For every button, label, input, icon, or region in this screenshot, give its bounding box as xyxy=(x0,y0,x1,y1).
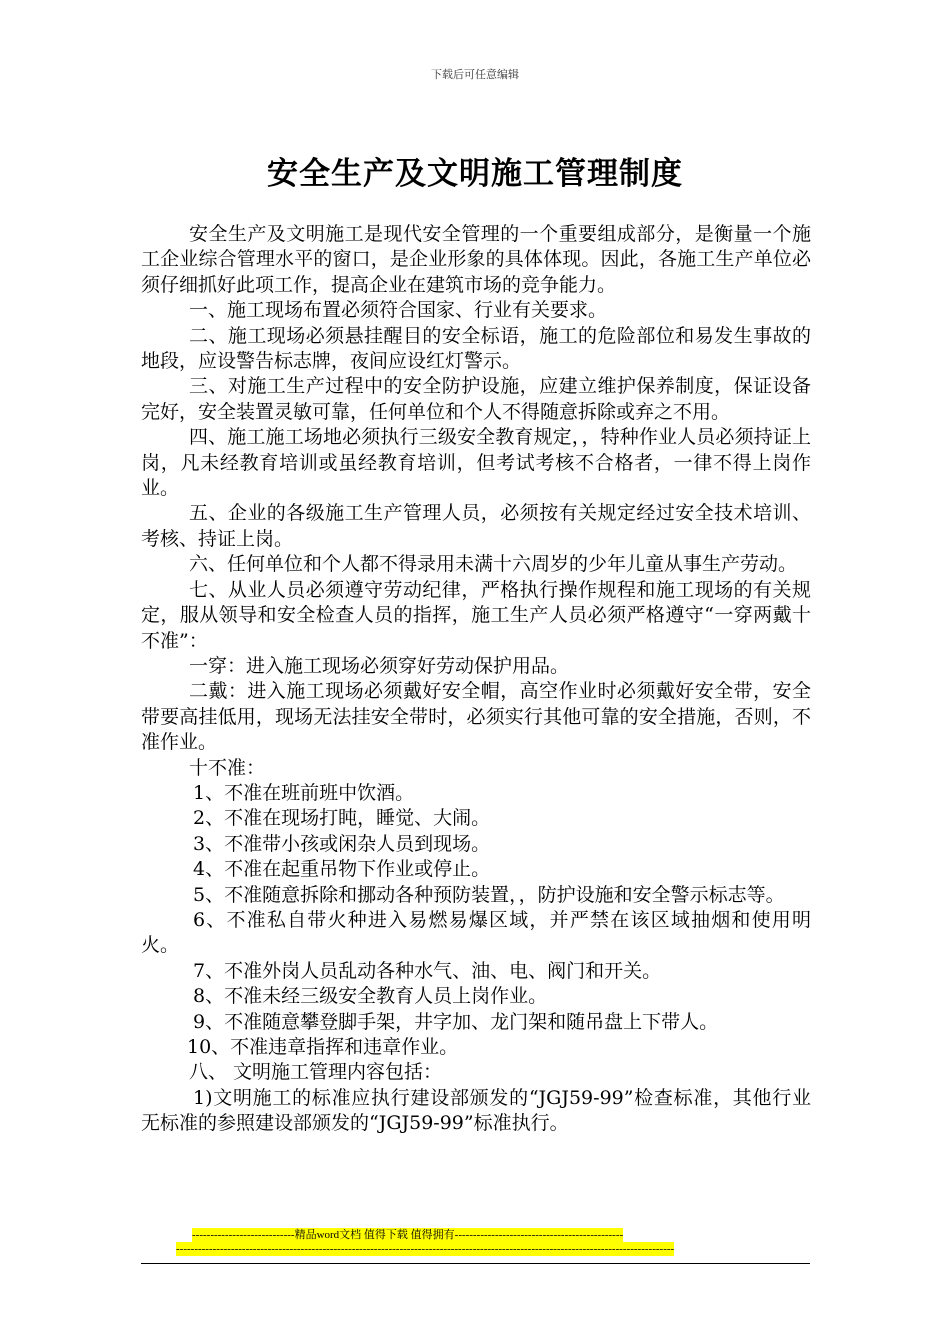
list-item: 6、不准私自带火种进入易燃易爆区域，并严禁在该区域抽烟和使用明火。 xyxy=(141,908,811,957)
list-item: 9、不准随意攀登脚手架，井字加、龙门架和随吊盘上下带人。 xyxy=(193,1010,719,1033)
paragraph-item-8: 八、 文明施工管理内容包括： xyxy=(189,1061,443,1084)
paragraph-item-7: 七、从业人员必须遵守劳动纪律，严格执行操作规程和施工现场的有关规定，服从领导和安全检查人员的指挥，施工生产人员必须严格遵守“一穿两戴十不准”： xyxy=(141,578,811,652)
footer-line-2: ---------------------------------------------------------------------------------------------------------------------------------------- xyxy=(176,1243,675,1255)
document-title: 安全生产及文明施工管理制度 xyxy=(267,156,683,192)
paragraph-item-8-1: 1)文明施工的标准应执行建设部颁发的“JGJ59-99”检查标准，其他行业无标准的参照建设部颁发的“JGJ59-99”标准执行。 xyxy=(141,1086,811,1135)
list-item: 3、不准带小孩或闲杂人员到现场。 xyxy=(193,832,491,855)
paragraph-item-1: 一、施工现场布置必须符合国家、行业有关要求。 xyxy=(189,299,608,322)
paragraph-intro: 安全生产及文明施工是现代安全管理的一个重要组成部分，是衡量一个施工企业综合管理水平的窗口，是企业形象的具体体现。因此，各施工生产单位必须仔细抓好此项工作，提高企业在建筑市场的竞争能力。 xyxy=(141,223,811,296)
paragraph-item-2: 二、施工现场必须悬挂醒目的安全标语，施工的危险部位和易发生事故的地段，应设警告标志牌，夜间应设红灯警示。 xyxy=(141,324,811,373)
list-item: 2、不准在现场打盹，睡觉、大闹。 xyxy=(193,807,491,830)
list-item: 5、不准随意拆除和挪动各种预防装置，，防护设施和安全警示标志等。 xyxy=(193,883,785,906)
header-note: 下载后可任意编辑 xyxy=(431,68,519,81)
paragraph-erdai: 二戴：进入施工现场必须戴好安全帽，高空作业时必须戴好安全带，安全带要高挂低用，现场无法挂安全带时，必须实行其他可靠的安全措施，否则，不准作业。 xyxy=(141,680,811,754)
footer-divider xyxy=(141,1263,810,1264)
paragraph-shibuzhun: 十不准： xyxy=(189,756,266,779)
footer-watermark xyxy=(0,1228,950,1256)
footer-line-1: ----------------------------精品word文档 值得下载 值得拥有---------------------------------------------- xyxy=(192,1229,624,1241)
paragraph-item-3: 三、对施工生产过程中的安全防护设施，应建立维护保养制度，保证设备完好，安全装置灵敏可靠，任何单位和个人不得随意拆除或弃之不用。 xyxy=(141,375,811,423)
paragraph-yichuan: 一穿：进入施工现场必须穿好劳动保护用品。 xyxy=(189,654,570,677)
paragraph-item-4: 四、施工施工场地必须执行三级安全教育规定，，特种作业人员必须持证上岗，凡未经教育培训或虽经教育培训，但考试考核不合格者，一律不得上岗作业。 xyxy=(141,426,811,500)
list-item: 4、不准在起重吊物下作业或停止。 xyxy=(193,858,491,881)
list-item: 8、不准未经三级安全教育人员上岗作业。 xyxy=(193,985,548,1008)
paragraph-item-5: 五、企业的各级施工生产管理人员，必须按有关规定经过安全技术培训、考核、持证上岗。 xyxy=(141,502,811,550)
list-item: 1、不准在班前班中饮酒。 xyxy=(193,781,415,804)
list-item: 7、不准外岗人员乱动各种水气、油、电、阀门和开关。 xyxy=(193,959,662,982)
document-body xyxy=(141,222,811,1137)
paragraph-item-6: 六、任何单位和个人都不得录用未满十六周岁的少年儿童从事生产劳动。 xyxy=(189,553,798,576)
list-item: 10、不准违章指挥和违章作业。 xyxy=(187,1036,459,1058)
